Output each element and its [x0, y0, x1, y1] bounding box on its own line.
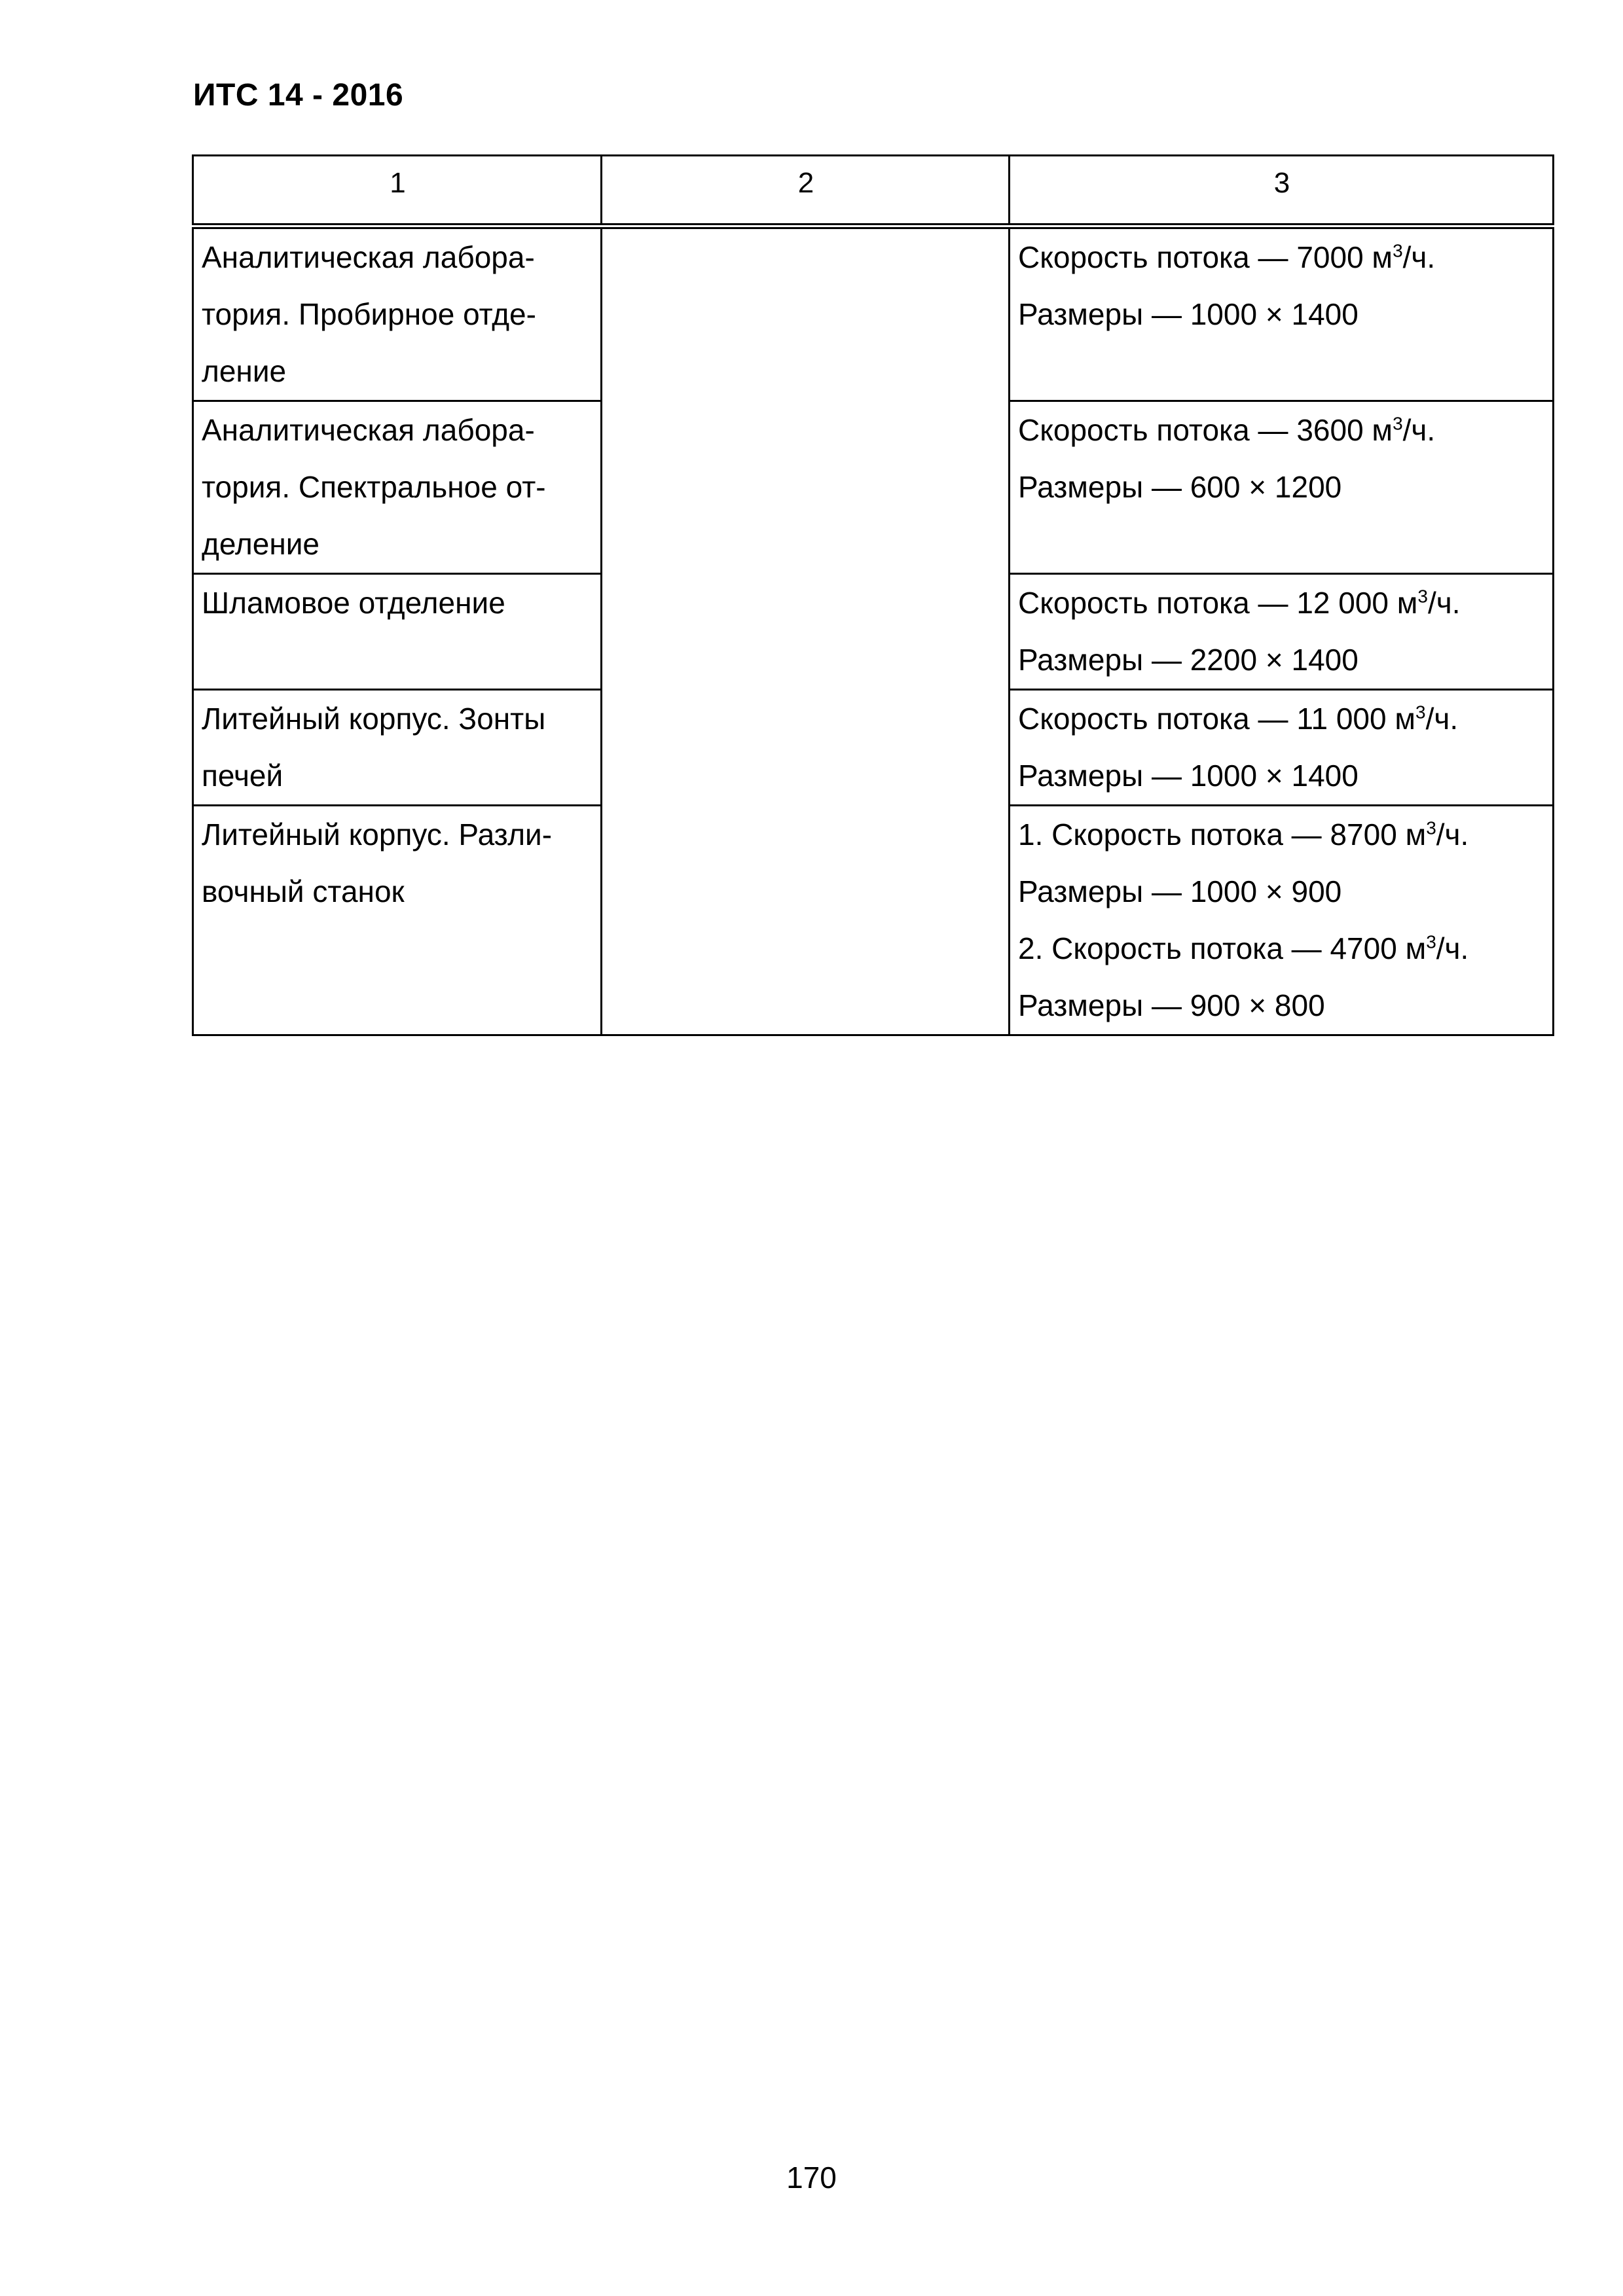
row-4-col-1-cell — [193, 690, 602, 806]
row-3-col-1-cell — [193, 574, 602, 690]
table-row — [193, 226, 1554, 401]
table-body — [193, 226, 1554, 1035]
cell-text-line: Размеры — 2200 × 1400 — [1018, 643, 1359, 677]
row-1-col-1-cell — [193, 226, 602, 401]
cell-text-line: Аналитическая лабора- — [202, 413, 535, 447]
cell-text-line: 2. Скорость потока — 4700 $м^3/ч$. — [1018, 931, 1469, 965]
row-4-col-3-cell — [1010, 690, 1554, 806]
cell-text-line: Размеры — 1000 × 1400 — [1018, 759, 1359, 793]
cell-text-line: Размеры — 1000 × 1400 — [1018, 297, 1359, 331]
cell-text-line: Размеры — 600 × 1200 — [1018, 470, 1342, 504]
cell-text-line: Размеры — 900 × 800 — [1018, 988, 1325, 1022]
cell-text-line: тория. Пробирное отде- — [202, 297, 536, 331]
data-table-wrapper — [192, 154, 1552, 1036]
column-header-3: 3 — [1010, 156, 1554, 226]
cell-text-line: тория. Спектральное от- — [202, 470, 546, 504]
cell-text-line: деление — [202, 527, 320, 561]
cell-text-line: ление — [202, 354, 287, 388]
document-header: ИТС 14 - 2016 — [193, 78, 404, 113]
data-table — [192, 154, 1554, 1036]
column-2-merged-cell — [602, 226, 1010, 1035]
cell-text-line: Скорость потока — 3600 $м^3/ч$. — [1018, 413, 1436, 447]
cell-text-line: Шламовое отделение — [202, 586, 505, 620]
cell-text-line: Литейный корпус. Разли- — [202, 817, 553, 852]
cell-text-line: Скорость потока — 12 000 $м^3/ч$. — [1018, 586, 1461, 620]
row-1-col-3-cell — [1010, 226, 1554, 401]
column-header-1: 1 — [193, 156, 602, 226]
row-5-col-3-cell — [1010, 806, 1554, 1035]
cell-text-line: Аналитическая лабора- — [202, 240, 535, 274]
table-header-row — [193, 156, 1554, 226]
cell-text-line: Скорость потока — 11 000 $м^3/ч$. — [1018, 702, 1459, 736]
cell-text-line: вочный станок — [202, 874, 405, 908]
row-5-col-1-cell — [193, 806, 602, 1035]
row-2-col-3-cell — [1010, 401, 1554, 574]
row-2-col-1-cell — [193, 401, 602, 574]
cell-text-line: Размеры — 1000 × 900 — [1018, 874, 1342, 908]
column-header-2: 2 — [602, 156, 1010, 226]
cell-text-line: Литейный корпус. Зонты — [202, 702, 546, 736]
row-3-col-3-cell — [1010, 574, 1554, 690]
cell-text-line: Скорость потока — 7000 $м^3/ч$. — [1018, 240, 1436, 274]
cell-text-line: 1. Скорость потока — 8700 $м^3/ч$. — [1018, 817, 1469, 852]
table-header — [193, 156, 1554, 226]
page-number: 170 — [786, 2161, 837, 2195]
cell-text-line: печей — [202, 759, 283, 793]
